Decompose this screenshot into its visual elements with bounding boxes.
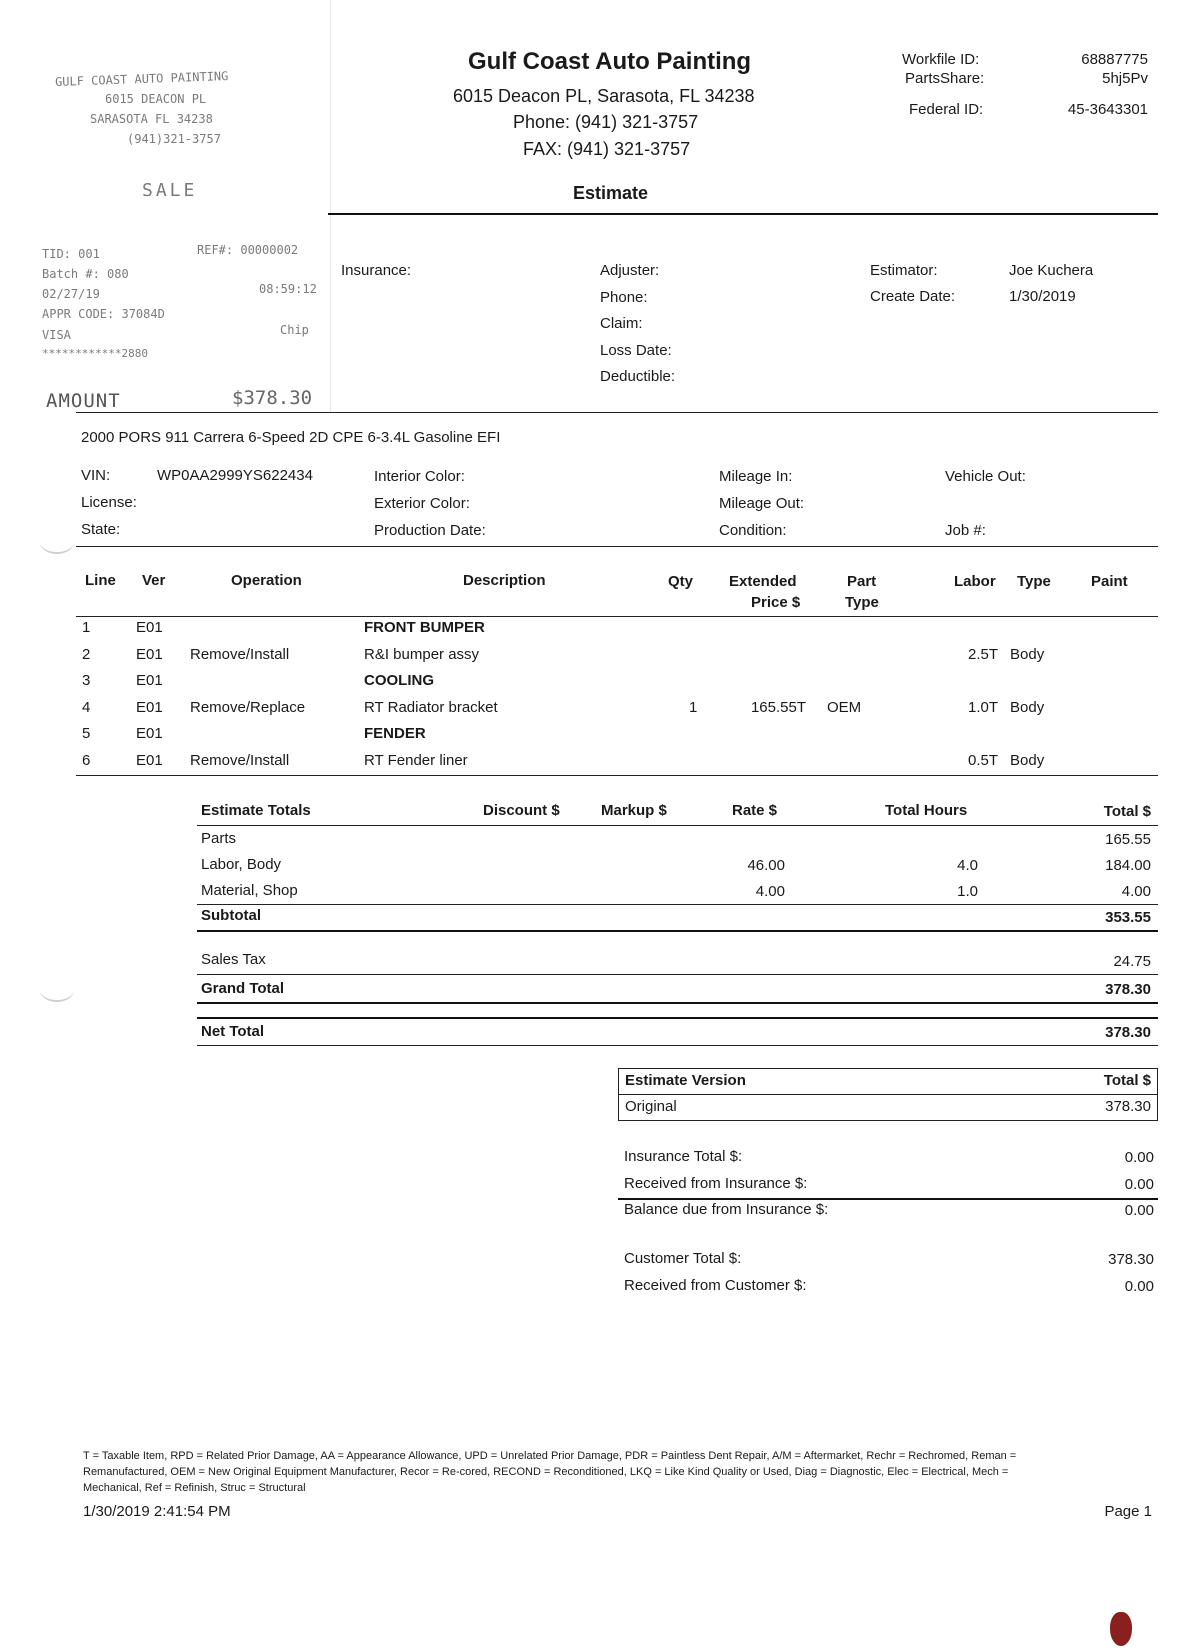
page-number: Page 1 — [1104, 1503, 1152, 1520]
adjuster-label: Adjuster: — [600, 262, 660, 279]
row-4-qty: 1 — [689, 699, 698, 716]
material-shop-rate: 4.00 — [755, 883, 785, 900]
estimator-label: Estimator: — [870, 262, 938, 279]
legend-line-2: Remanufactured, OEM = New Original Equipment Manufacturer, Recor = Re-cored, RECOND = Reconditioned, LKQ = Like Kind Quality or Used, Diag = Diagnostic, Elec = Electrical, Mech = — [83, 1466, 1009, 1478]
vehicle-out-label: Vehicle Out: — [945, 468, 1026, 485]
subtotal-label: Subtotal — [201, 907, 261, 924]
col-price-header: Price $ — [751, 594, 801, 611]
balance-insurance-label: Balance due from Insurance $: — [624, 1201, 829, 1218]
col-extended-header: Extended — [729, 573, 797, 590]
net-total-bottom-line — [197, 1045, 1158, 1046]
totals-discount-header: Discount $ — [483, 802, 560, 819]
parts-total: 165.55 — [1105, 831, 1151, 848]
material-shop-total: 4.00 — [1121, 883, 1151, 900]
receipt-shop-name: GULF COAST AUTO PAINTING — [54, 68, 229, 90]
row-4-ver: E01 — [136, 699, 163, 716]
insurance-total-value: 0.00 — [1124, 1149, 1154, 1166]
received-insurance-value: 0.00 — [1124, 1176, 1154, 1193]
state-label: State: — [81, 521, 121, 538]
row-5-line: 5 — [82, 725, 91, 742]
sales-tax-value: 24.75 — [1113, 953, 1151, 970]
received-customer-label: Received from Customer $: — [624, 1277, 807, 1294]
parts-label: Parts — [201, 830, 237, 847]
row-2-line: 2 — [82, 646, 91, 663]
col-operation-header: Operation — [231, 572, 302, 589]
grand-total-value: 378.30 — [1105, 981, 1151, 998]
row-4-description: RT Radiator bracket — [364, 699, 498, 716]
receipt-time: 08:59:12 — [259, 282, 317, 296]
version-header-label: Estimate Version — [625, 1072, 746, 1089]
document-title: Estimate — [573, 183, 649, 203]
version-row-label: Original — [625, 1098, 677, 1115]
row-3-description: COOLING — [364, 672, 434, 689]
col-ver-header: Ver — [142, 572, 166, 589]
col-qty-header: Qty — [668, 573, 694, 590]
totals-total-header: Total $ — [1103, 803, 1151, 820]
totals-label-header: Estimate Totals — [201, 802, 311, 819]
version-header-total: Total $ — [1103, 1072, 1151, 1089]
row-4-part-type: OEM — [827, 699, 862, 716]
company-address: 6015 Deacon PL, Sarasota, FL 34238 — [453, 86, 755, 106]
customer-total-label: Customer Total $: — [624, 1250, 742, 1267]
received-customer-value: 0.00 — [1124, 1278, 1154, 1295]
receipt-shop-address: 6015 DEACON PL — [105, 92, 207, 106]
row-4-price: 165.55T — [750, 699, 806, 716]
partsshare-label: PartsShare: — [905, 70, 985, 87]
row-4-operation: Remove/Replace — [190, 699, 306, 716]
mileage-out-label: Mileage Out: — [719, 495, 805, 512]
row-3-ver: E01 — [136, 672, 163, 689]
col-part-type-header: Type — [845, 594, 879, 611]
job-number-label: Job #: — [945, 522, 986, 539]
row-6-line: 6 — [82, 752, 91, 769]
receipt-sale-label: SALE — [142, 180, 198, 201]
subtotal-bottom-line — [197, 930, 1158, 932]
punch-hole-mark — [40, 530, 74, 554]
received-insurance-label: Received from Insurance $: — [624, 1175, 808, 1192]
totals-hours-header: Total Hours — [885, 802, 968, 819]
grand-total-label: Grand Total — [201, 980, 285, 997]
row-6-labor: 0.5T — [967, 752, 998, 769]
col-line-header: Line — [85, 572, 116, 589]
row-6-description: RT Fender liner — [364, 752, 468, 769]
company-name: Gulf Coast Auto Painting — [468, 48, 752, 75]
row-6-type: Body — [1010, 752, 1045, 769]
row-5-ver: E01 — [136, 725, 163, 742]
receipt-ref: REF#: 00000002 — [197, 243, 299, 257]
insurance-balance-divider — [618, 1198, 1158, 1200]
row-2-description: R&I bumper assy — [364, 646, 480, 663]
receipt-shop-city: SARASOTA FL 34238 — [90, 112, 213, 126]
grand-total-bottom-line — [197, 1002, 1158, 1004]
col-paint-header: Paint — [1091, 573, 1128, 590]
customer-total-value: 378.30 — [1108, 1251, 1154, 1268]
row-4-type: Body — [1010, 699, 1045, 716]
net-total-label: Net Total — [201, 1023, 265, 1040]
row-2-ver: E01 — [136, 646, 163, 663]
interior-color-label: Interior Color: — [374, 468, 465, 485]
receipt-card-number: ************2880 — [42, 347, 148, 360]
adjuster-phone-label: Phone: — [600, 289, 648, 306]
material-shop-label: Material, Shop — [201, 882, 298, 899]
receipt-amount-label: AMOUNT — [46, 390, 121, 412]
row-1-line: 1 — [82, 619, 91, 636]
claim-divider — [76, 412, 1158, 413]
legend-line-1: T = Taxable Item, RPD = Related Prior Damage, AA = Appearance Allowance, UPD = Unrelated Prior Damage, PDR = Paintless Dent Repair, A/M = Aftermarket, Rechr = Rechromed, Reman = — [83, 1450, 1017, 1462]
sales-tax-label: Sales Tax — [201, 951, 266, 968]
vehicle-description: 2000 PORS 911 Carrera 6-Speed 2D CPE 6-3.4L Gasoline EFI — [81, 429, 501, 446]
col-part-header: Part — [847, 573, 877, 590]
labor-body-label: Labor, Body — [201, 856, 282, 873]
header-divider — [328, 213, 1158, 215]
vin-value: WP0AA2999YS622434 — [157, 467, 313, 484]
license-label: License: — [81, 494, 137, 511]
partsshare-value: 5hj5Pv — [1102, 70, 1148, 87]
vin-label: VIN: — [81, 467, 111, 484]
company-fax: FAX: (941) 321-3757 — [523, 139, 691, 159]
estimator-value: Joe Kuchera — [1009, 262, 1094, 279]
col-description-header: Description — [463, 572, 546, 589]
labor-body-total: 184.00 — [1105, 857, 1151, 874]
table-bottom-divider — [76, 775, 1158, 776]
net-total-value: 378.30 — [1105, 1024, 1151, 1041]
version-row-divider — [619, 1094, 1157, 1095]
workfile-label: Workfile ID: — [902, 51, 980, 68]
totals-rate-header: Rate $ — [732, 802, 778, 819]
row-1-description: FRONT BUMPER — [364, 619, 485, 636]
row-2-type: Body — [1010, 646, 1045, 663]
condition-label: Condition: — [719, 522, 787, 539]
receipt-shop-phone: (941)321-3757 — [127, 132, 221, 146]
col-type-header: Type — [1017, 573, 1051, 590]
mileage-in-label: Mileage In: — [719, 468, 793, 485]
estimate-version-box — [618, 1068, 1158, 1121]
receipt-entry-mode: Chip — [280, 323, 309, 337]
row-5-description: FENDER — [364, 725, 426, 742]
receipt-date: 02/27/19 — [42, 287, 100, 301]
receipt-edge — [330, 0, 331, 412]
loss-date-label: Loss Date: — [600, 342, 672, 359]
material-shop-hours: 1.0 — [957, 883, 978, 900]
table-header-divider — [76, 616, 1158, 617]
receipt-appr-code: APPR CODE: 37084D — [42, 307, 165, 321]
col-labor-header: Labor — [954, 573, 996, 590]
federal-id-value: 45-3643301 — [1067, 101, 1148, 118]
version-row-total: 378.30 — [1105, 1098, 1151, 1115]
legend-line-3: Mechanical, Ref = Refinish, Struc = Structural — [83, 1482, 306, 1494]
subtotal-value: 353.55 — [1105, 909, 1151, 926]
receipt-tid: TID: 001 — [42, 247, 100, 261]
row-1-ver: E01 — [136, 619, 163, 636]
totals-header-divider — [197, 825, 1158, 826]
punch-hole-mark — [40, 978, 74, 1002]
labor-body-hours: 4.0 — [957, 857, 978, 874]
row-3-line: 3 — [82, 672, 91, 689]
row-4-line: 4 — [82, 699, 91, 716]
ink-stain — [1110, 1612, 1132, 1646]
workfile-value: 68887775 — [1081, 51, 1148, 68]
vehicle-divider — [76, 546, 1158, 547]
create-date-value: 1/30/2019 — [1009, 288, 1076, 305]
net-total-top-line — [197, 1017, 1158, 1019]
federal-id-label: Federal ID: — [909, 101, 984, 118]
receipt-batch: Batch #: 080 — [42, 267, 129, 281]
receipt-amount-value: $378.30 — [232, 387, 313, 409]
receipt-card-type: VISA — [42, 328, 71, 342]
insurance-total-label: Insurance Total $: — [624, 1148, 743, 1165]
row-6-ver: E01 — [136, 752, 163, 769]
subtotal-top-line — [197, 904, 1158, 905]
row-4-labor: 1.0T — [967, 699, 998, 716]
insurance-label: Insurance: — [341, 262, 412, 279]
deductible-label: Deductible: — [600, 368, 676, 385]
grand-total-top-line — [197, 974, 1158, 975]
company-phone: Phone: (941) 321-3757 — [513, 112, 699, 132]
sale-receipt — [0, 0, 330, 420]
production-date-label: Production Date: — [374, 522, 486, 539]
print-timestamp: 1/30/2019 2:41:54 PM — [83, 1503, 231, 1520]
totals-markup-header: Markup $ — [601, 802, 667, 819]
claim-label: Claim: — [600, 315, 643, 332]
exterior-color-label: Exterior Color: — [374, 495, 470, 512]
create-date-label: Create Date: — [870, 288, 956, 305]
labor-body-rate: 46.00 — [747, 857, 785, 874]
row-2-operation: Remove/Install — [190, 646, 290, 663]
row-6-operation: Remove/Install — [190, 752, 290, 769]
row-2-labor: 2.5T — [967, 646, 998, 663]
balance-insurance-value: 0.00 — [1124, 1202, 1154, 1219]
